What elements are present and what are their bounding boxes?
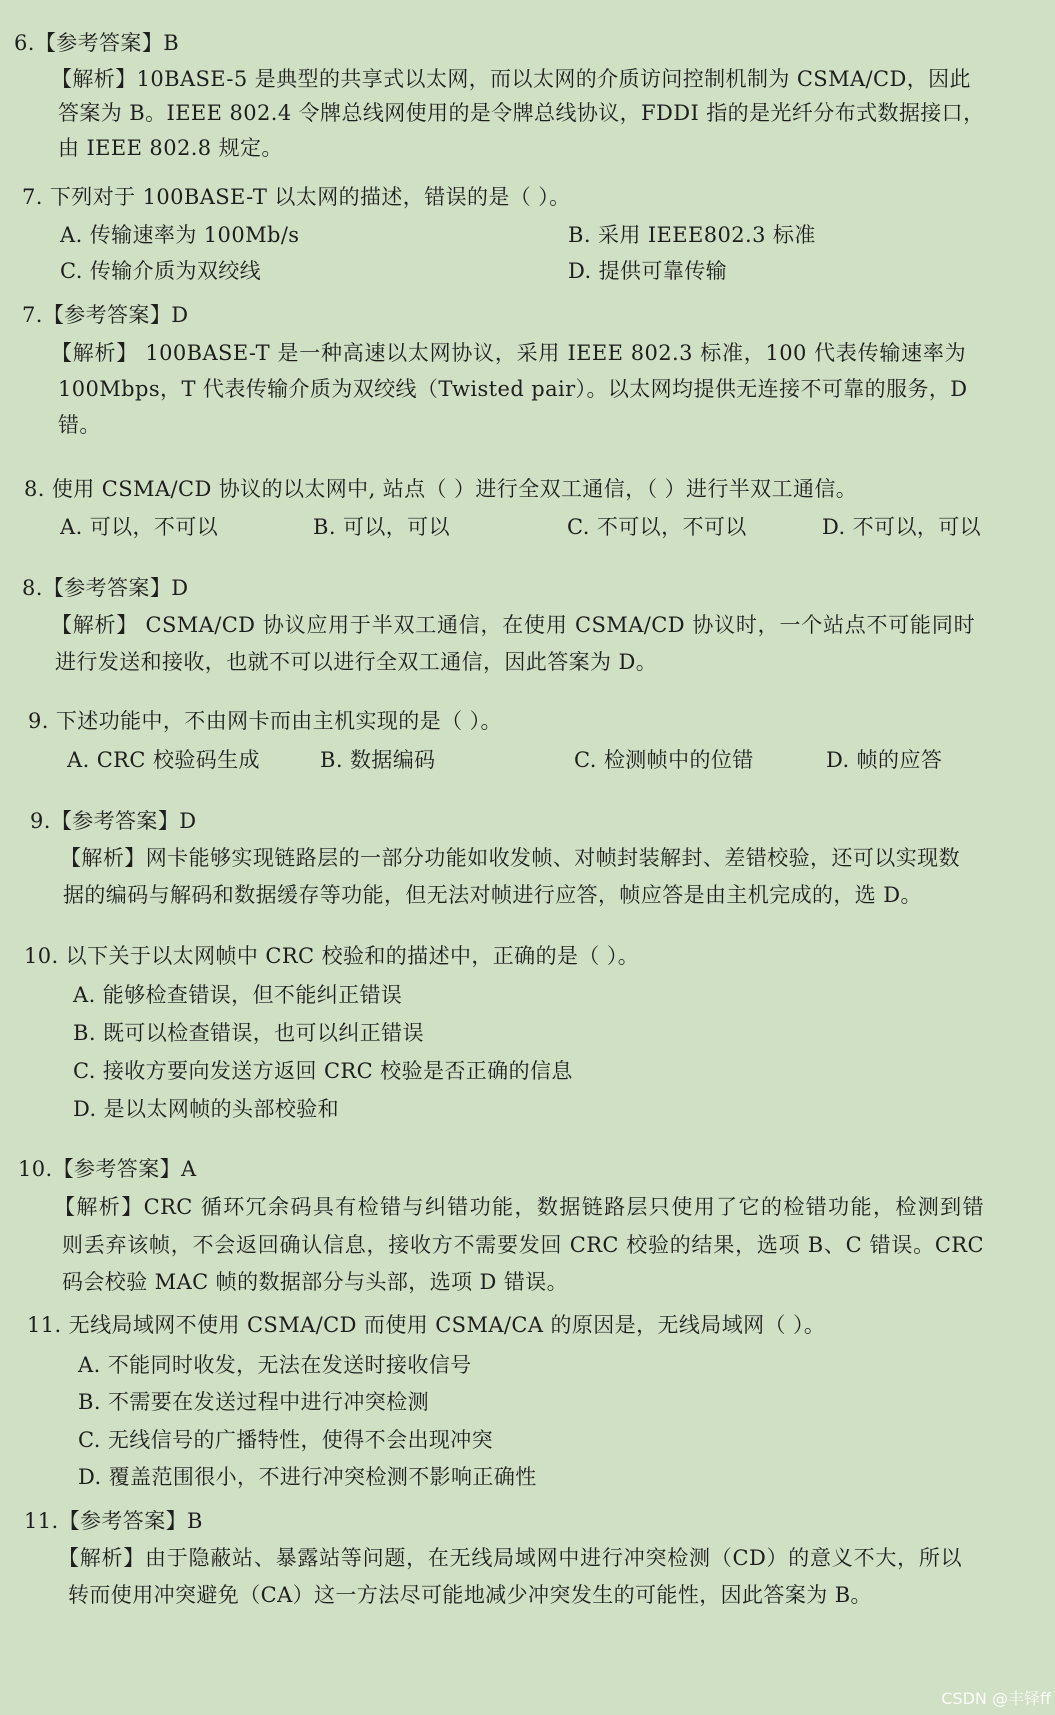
analysis-line: 由 IEEE 802.8 规定。 [58,136,283,160]
question-stem: 11. 无线局域网不使用 CSMA/CD 而使用 CSMA/CA 的原因是，无线局域网（ ）。 [27,1313,826,1337]
option-c: C. 接收方要向发送方返回 CRC 校验是否正确的信息 [73,1059,573,1083]
option-a: A. 不能同时收发，无法在发送时接收信号 [78,1353,472,1377]
option-b: B. 采用 IEEE802.3 标准 [568,223,816,247]
analysis-line: 转而使用冲突避免（CA）这一方法尽可能地减少冲突发生的可能性，因此答案为 B。 [68,1583,872,1607]
option-a: A. CRC 校验码生成 [67,748,260,772]
option-d: D. 是以太网帧的头部校验和 [73,1097,340,1121]
option-d: D. 覆盖范围很小，不进行冲突检测不影响正确性 [78,1465,537,1489]
analysis-line: 【解析】 CSMA/CD 协议应用于半双工通信，在使用 CSMA/CD 协议时，一个站点不可能同时 [51,613,975,637]
answer-header: 6.【参考答案】B [14,31,180,55]
question-stem: 9. 下述功能中，不由网卡而由主机实现的是（ ）。 [28,709,502,733]
option-c: C. 无线信号的广播特性，使得不会出现冲突 [78,1428,494,1452]
answer-header: 8.【参考答案】D [22,576,189,600]
option-a: A. 可以，不可以 [60,515,219,539]
option-d: D. 提供可靠传输 [568,259,728,283]
option-b: B. 既可以检查错误，也可以纠正错误 [73,1021,424,1045]
option-b: B. 不需要在发送过程中进行冲突检测 [78,1390,429,1414]
analysis-line: 据的编码与解码和数据缓存等功能，但无法对帧进行应答，帧应答是由主机完成的，选 D。 [63,883,922,907]
option-c: C. 传输介质为双绞线 [60,259,262,283]
analysis-line: 【解析】网卡能够实现链路层的一部分功能如收发帧、对帧封装解封、差错校验，还可以实现数 [60,846,960,870]
answer-header: 7.【参考答案】D [22,303,189,327]
analysis-line: 【解析】由于隐蔽站、暴露站等问题，在无线局域网中进行冲突检测（CD）的意义不大，所以 [58,1546,962,1570]
analysis-line: 则丢弃该帧，不会返回确认信息，接收方不需要发回 CRC 校验的结果，选项 B、C 错误。CRC [62,1233,984,1257]
question-stem: 10. 以下关于以太网帧中 CRC 校验和的描述中，正确的是（ ）。 [24,944,640,968]
option-c: C. 检测帧中的位错 [574,748,754,772]
analysis-line: 【解析】10BASE-5 是典型的共享式以太网，而以太网的介质访问控制机制为 CSMA/CD，因此 [51,67,971,91]
analysis-line: 码会校验 MAC 帧的数据部分与头部，选项 D 错误。 [62,1270,569,1294]
analysis-line: 进行发送和接收，也就不可以进行全双工通信，因此答案为 D。 [55,650,658,674]
analysis-line: 100Mbps，T 代表传输介质为双绞线（Twisted pair）。以太网均提供无连接不可靠的服务，D [58,377,968,401]
analysis-line: 答案为 B。IEEE 802.4 令牌总线网使用的是令牌总线协议，FDDI 指的是光纤分布式数据接口， [58,101,985,125]
answer-header: 9.【参考答案】D [30,809,197,833]
option-b: B. 数据编码 [320,748,436,772]
analysis-line: 【解析】 100BASE-T 是一种高速以太网协议，采用 IEEE 802.3 标准，100 代表传输速率为 [51,341,966,365]
question-stem: 7. 下列对于 100BASE-T 以太网的描述，错误的是（ ）。 [22,185,571,209]
analysis-line: 错。 [58,413,101,437]
csdn-watermark: CSDN @丰铎ff [941,1689,1051,1708]
answer-header: 10.【参考答案】A [18,1157,197,1181]
option-d: D. 帧的应答 [826,748,943,772]
option-d: D. 不可以，可以 [822,515,982,539]
option-a: A. 能够检查错误，但不能纠正错误 [73,983,403,1007]
option-c: C. 不可以，不可以 [567,515,747,539]
option-a: A. 传输速率为 100Mb/s [60,223,300,247]
answer-header: 11.【参考答案】B [24,1509,203,1533]
analysis-line: 【解析】CRC 循环冗余码具有检错与纠错功能，数据链路层只使用了它的检错功能，检测到错 [54,1195,984,1219]
question-stem: 8. 使用 CSMA/CD 协议的以太网中, 站点（ ）进行全双工通信，（ ）进行半双工通信。 [24,477,858,501]
option-b: B. 可以，可以 [313,515,450,539]
